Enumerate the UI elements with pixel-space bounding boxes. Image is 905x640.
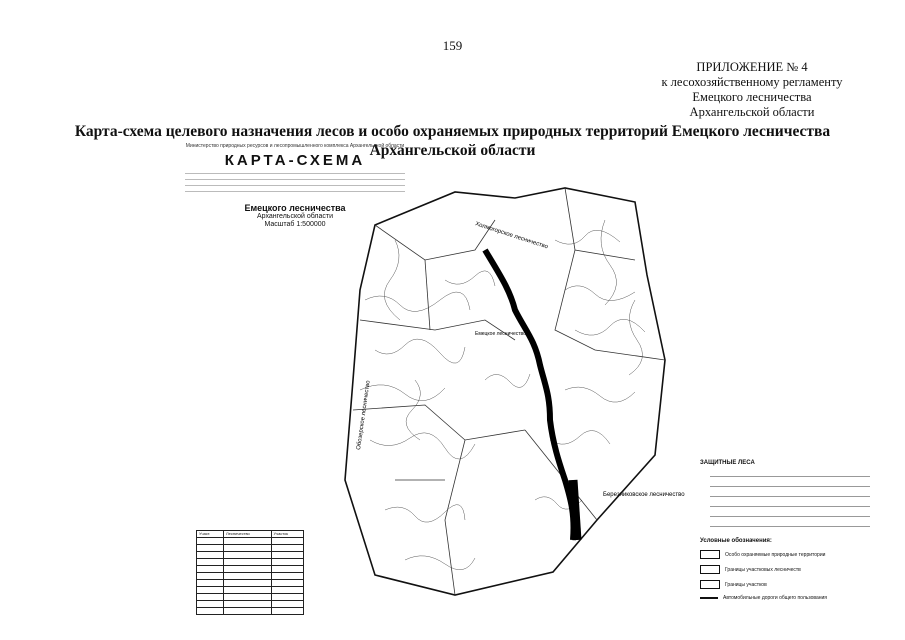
table-row: [197, 538, 304, 545]
cartouche-scale: Масштаб 1:500000: [264, 221, 326, 228]
parcel-table-header-cell: Лесничество: [224, 531, 272, 538]
appendix-block: [647, 60, 857, 120]
legend-item-label: Автомобильные дороги общего пользования: [723, 595, 828, 601]
map-title: [0, 122, 905, 160]
appendix-line-2: к лесохозяйственному регламенту: [661, 75, 843, 89]
legend-item: [700, 565, 870, 574]
table-row: [197, 552, 304, 559]
cartouche-subheading: Емецкого лесничества: [244, 203, 346, 213]
legend-swatch: [700, 550, 720, 559]
legend-conventional-heading: Условные обозначения:: [700, 538, 772, 544]
map-legend: [700, 460, 870, 607]
legend-swatch: [700, 597, 718, 599]
label-east-neighbor: Березниковское лесничество: [603, 492, 685, 498]
main-river-lower: [573, 480, 577, 540]
legend-protective-heading: ЗАЩИТНЫЕ ЛЕСА: [700, 460, 755, 466]
cartouche-region: Архангельской области: [256, 213, 334, 220]
legend-item: [700, 595, 870, 601]
table-row: [197, 587, 304, 594]
parcel-table-header: [197, 531, 304, 538]
legend-item: [700, 550, 870, 559]
appendix-line-3: Емецкого лесничества: [692, 90, 812, 104]
label-north-neighbor: Холмогорское лесничество: [474, 221, 549, 251]
legend-item-label: Особо охраняемые природные территории: [725, 551, 826, 558]
legend-item-label: Границы участковых лесничеств: [725, 566, 801, 573]
appendix-line-1: ПРИЛОЖЕНИЕ № 4: [696, 60, 808, 74]
table-row: [197, 580, 304, 587]
table-row: [197, 601, 304, 608]
parcel-table-header-cell: Участ.: [197, 531, 224, 538]
appendix-line-4: Архангельской области: [689, 105, 815, 119]
map-title-line-1: Карта-схема целевого назначения лесов и особо охраняемых природных территорий Емецкого лесничества: [74, 123, 831, 140]
parcel-table: [196, 530, 304, 615]
legend-protective-lines: [710, 470, 870, 528]
forestry-map: [335, 180, 695, 620]
legend-item-label: Границы участков: [725, 581, 767, 588]
legend-swatch: [700, 580, 720, 589]
legend-item: [700, 580, 870, 589]
label-center: Емецкое лесничество: [475, 331, 526, 337]
map-title-line-2: Архангельской области: [369, 142, 536, 159]
cartouche-heading: КАРТА-СХЕМА: [224, 152, 366, 169]
page-number: 159: [442, 38, 463, 53]
table-row: [197, 559, 304, 566]
legend-swatch: [700, 565, 720, 574]
table-row: [197, 566, 304, 573]
table-row: [197, 573, 304, 580]
table-row: [197, 594, 304, 601]
forestry-boundary: [345, 188, 665, 595]
table-row: [197, 608, 304, 615]
cartouche-ministry: Министерство природных ресурсов и лесопромышленного комплекса Архангельской области: [185, 143, 405, 149]
parcel-table-header-cell: Участок: [271, 531, 303, 538]
label-west-neighbor: Обозерское лесничество: [356, 380, 372, 451]
table-row: [197, 545, 304, 552]
